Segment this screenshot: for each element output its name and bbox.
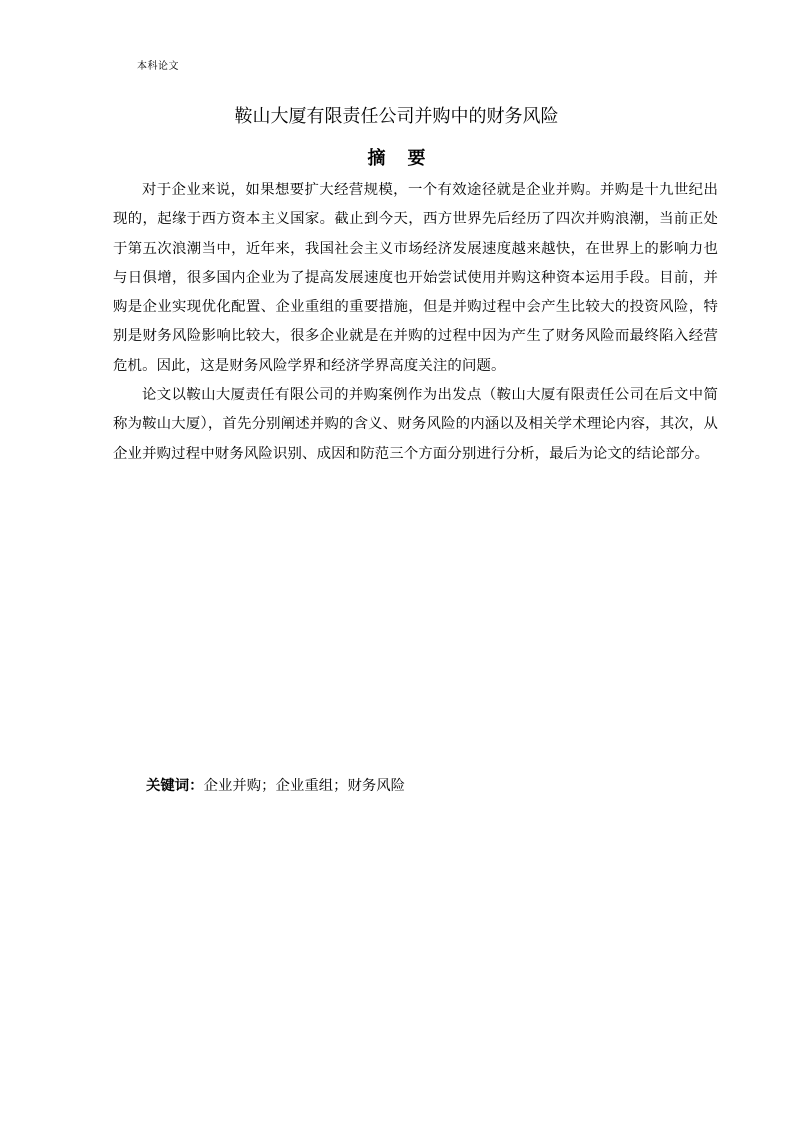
abstract-paragraph-2: 论文以鞍山大厦责任有限公司的并购案例作为出发点（鞍山大厦有限责任公司在后文中简称为鞍山大厦），首先分别阐述并购的含义、财务风险的内涵以及相关学术理论内容，其次，从企业并购过程中财务风险识别、成因和防范三个方面分别进行分析，最后为论文的结论部分。 <box>113 387 718 462</box>
header-label: 本科论文 <box>137 61 179 72</box>
keywords-line <box>146 773 405 799</box>
abstract-paragraph-1: 对于企业来说，如果想要扩大经营规模，一个有效途径就是企业并购。并购是十九世纪出现的，起缘于西方资本主义国家。截止到今天，西方世界先后经历了四次并购浪潮，当前正处于第五次浪潮当中，近年来，我国社会主义市场经济发展速度越来越快，在世界上的影响力也与日俱增，很多国内企业为了提高发展速度也开始尝试使用并购这种资本运用手段。目前，并购是企业实现优化配置、企业重组的重要措施，但是并购过程中会产生比较大的投资风险，特别是财务风险影响比较大，很多企业就是在并购的过程中因为产生了财务风险而最终陷入经营危机。因此，这是财务风险学界和经济学界高度关注的问题。 <box>113 182 718 374</box>
keywords-label: 关键词： <box>146 778 204 794</box>
paper-title: 鞍山大厦有限责任公司并购中的财务风险 <box>234 106 559 127</box>
keywords-text: 企业并购；企业重组；财务风险 <box>203 778 406 794</box>
abstract-body <box>113 176 718 469</box>
abstract-heading: 摘要 <box>367 148 448 169</box>
